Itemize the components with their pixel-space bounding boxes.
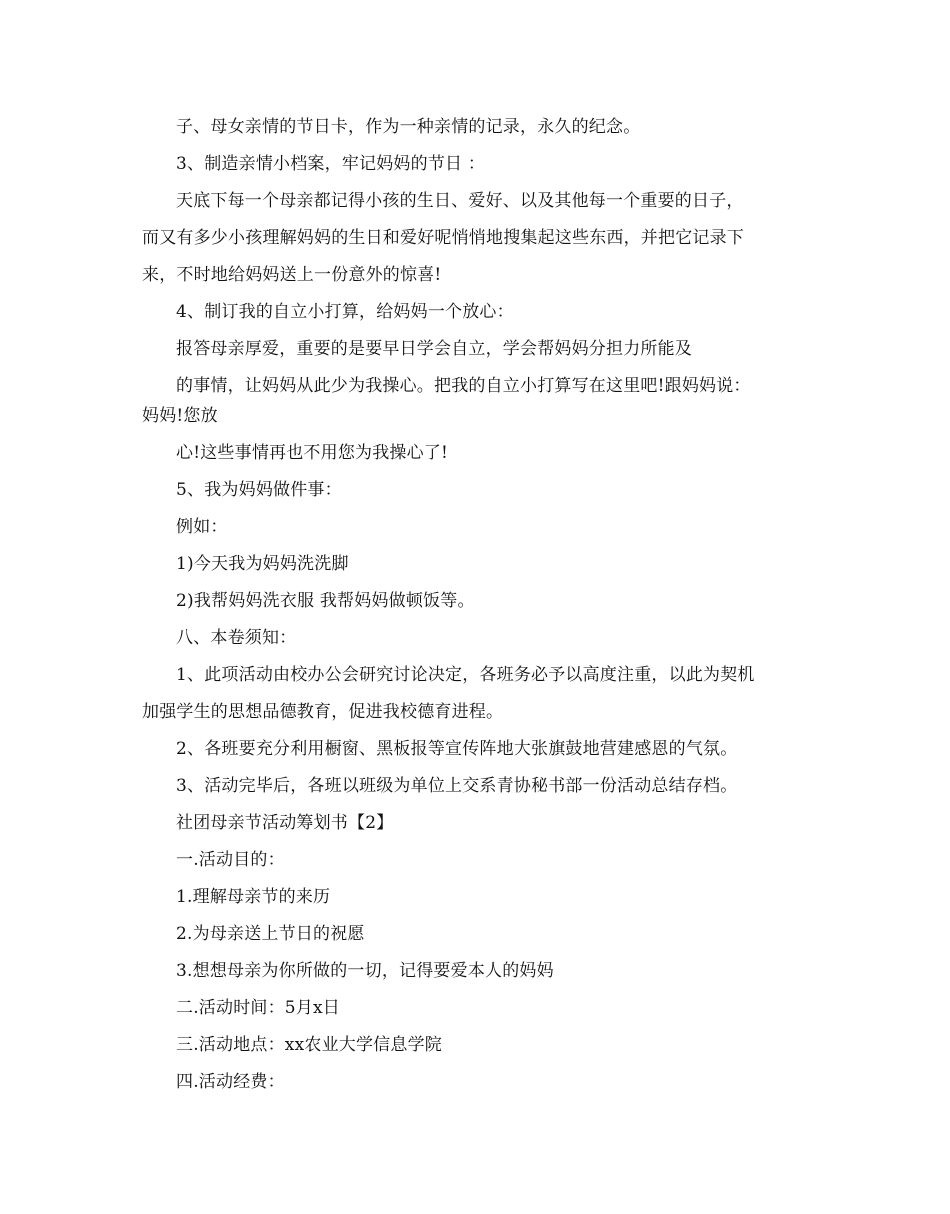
paragraph-line: 3、制造亲情小档案，牢记妈妈的节日 ： — [176, 154, 486, 174]
list-item: 2.为母亲送上节日的祝愿 — [176, 924, 365, 944]
paragraph-line: 5、我为妈妈做件事： — [176, 480, 342, 500]
list-item: 1.理解母亲节的来历 — [176, 887, 331, 907]
paragraph-line: 2、各班要充分利用橱窗、黑板报等宣传阵地大张旗鼓地营建感恩的气氛。 — [176, 739, 738, 759]
paragraph-line: 一.活动目的： — [176, 850, 285, 870]
section-heading: 社团母亲节活动筹划书【2】 — [176, 813, 394, 833]
paragraph-line: 的事情，让妈妈从此少为我操心。把我的自立小打算写在这里吧!跟妈妈说： — [176, 376, 751, 396]
document-body — [142, 117, 812, 1092]
paragraph-line: 加强学生的思想品德教育，促进我校德育进程。 — [142, 702, 504, 722]
paragraph-line: 3、活动完毕后，各班以班级为单位上交系青协秘书部一份活动总结存档。 — [176, 776, 738, 796]
paragraph-line: 三.活动地点：xx农业大学信息学院 — [176, 1035, 442, 1055]
paragraph-line: 妈妈!您放 — [142, 406, 218, 426]
paragraph-line: 而又有多少小孩理解妈妈的生日和爱好呢悄悄地搜集起这些东西，并把它记录下 — [142, 228, 744, 248]
paragraph-line: 子、母女亲情的节日卡，作为一种亲情的记录，永久的纪念。 — [176, 117, 641, 137]
paragraph-line: 四.活动经费： — [176, 1072, 285, 1092]
paragraph-line: 1)今天我为妈妈洗洗脚 — [176, 554, 349, 574]
paragraph-line: 例如： — [176, 517, 228, 537]
paragraph-line: 来，不时地给妈妈送上一份意外的惊喜! — [142, 265, 442, 285]
paragraph-line: 4、制订我的自立小打算，给妈妈一个放心： — [176, 302, 514, 322]
paragraph-line: 2)我帮妈妈洗衣服 我帮妈妈做顿饭等。 — [176, 591, 475, 611]
list-item: 3.想想母亲为你所做的一切，记得要爱本人的妈妈 — [176, 961, 554, 981]
paragraph-line: 心!这些事情再也不用您为我操心了! — [176, 443, 449, 463]
paragraph-line: 天底下每一个母亲都记得小孩的生日、爱好、以及其他每一个重要的日子， — [176, 191, 744, 211]
paragraph-line: 报答母亲厚爱，重要的是要早日学会自立，学会帮妈妈分担力所能及 — [176, 339, 692, 359]
paragraph-line: 1、此项活动由校办公会研究讨论决定，各班务必予以高度注重，以此为契机 — [176, 665, 755, 685]
paragraph-line: 二.活动时间：5月x日 — [176, 998, 341, 1018]
paragraph-line: 八、本卷须知： — [176, 628, 297, 648]
